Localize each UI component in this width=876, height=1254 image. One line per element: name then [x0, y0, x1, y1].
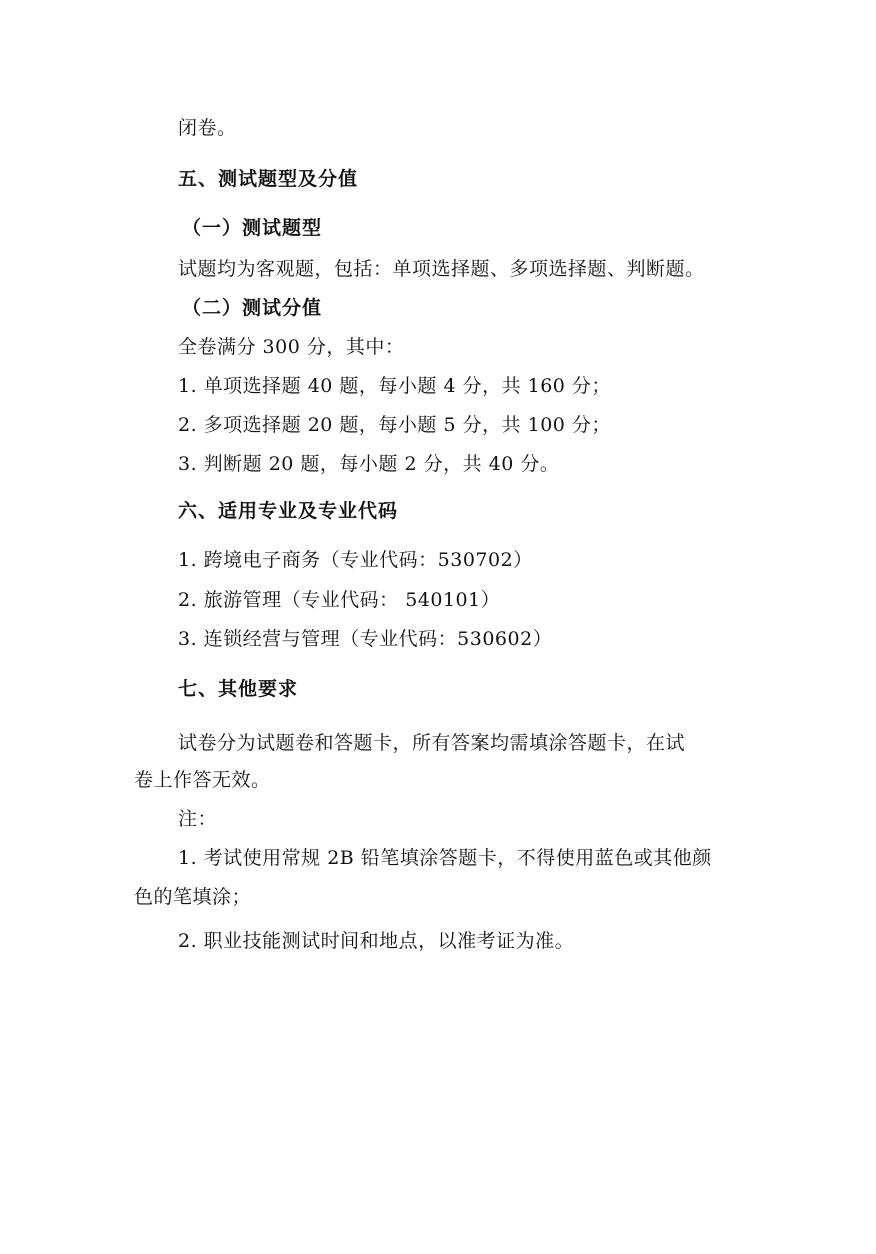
section-5-heading: 五、测试题型及分值	[178, 168, 359, 190]
score-item-2: 2. 多项选择题 20 题，每小题 5 分，共 100 分；	[178, 414, 611, 436]
section-7-heading: 七、其他要求	[178, 678, 299, 700]
paragraph-closed-book: 闭卷。	[178, 117, 237, 139]
score-item-3: 3. 判断题 20 题，每小题 2 分，共 40 分。	[178, 453, 560, 475]
note-1-line-2: 色的笔填涂；	[134, 886, 252, 908]
subsection-scores-heading: （二）测试分值	[182, 297, 323, 319]
note-2: 2. 职业技能测试时间和地点，以准考证为准。	[178, 930, 575, 952]
score-item-1: 1. 单项选择题 40 题，每小题 4 分，共 160 分；	[178, 375, 611, 397]
major-item-1: 1. 跨境电子商务（专业代码：530702）	[178, 549, 533, 571]
major-item-2: 2. 旅游管理（专业代码： 540101）	[178, 589, 501, 611]
requirements-para-line-2: 卷上作答无效。	[134, 769, 271, 791]
scores-intro: 全卷满分 300 分，其中：	[178, 336, 405, 358]
question-types-text: 试题均为客观题，包括：单项选择题、多项选择题、判断题。	[178, 258, 705, 280]
note-1-line-1: 1. 考试使用常规 2B 铅笔填涂答题卡，不得使用蓝色或其他颜	[178, 847, 712, 869]
major-item-3: 3. 连锁经营与管理（专业代码：530602）	[178, 628, 553, 650]
note-label: 注：	[178, 808, 218, 830]
requirements-para-line-1: 试卷分为试题卷和答题卡，所有答案均需填涂答题卡，在试	[178, 732, 686, 754]
section-6-heading: 六、适用专业及专业代码	[178, 500, 399, 522]
subsection-question-types-heading: （一）测试题型	[182, 217, 323, 239]
